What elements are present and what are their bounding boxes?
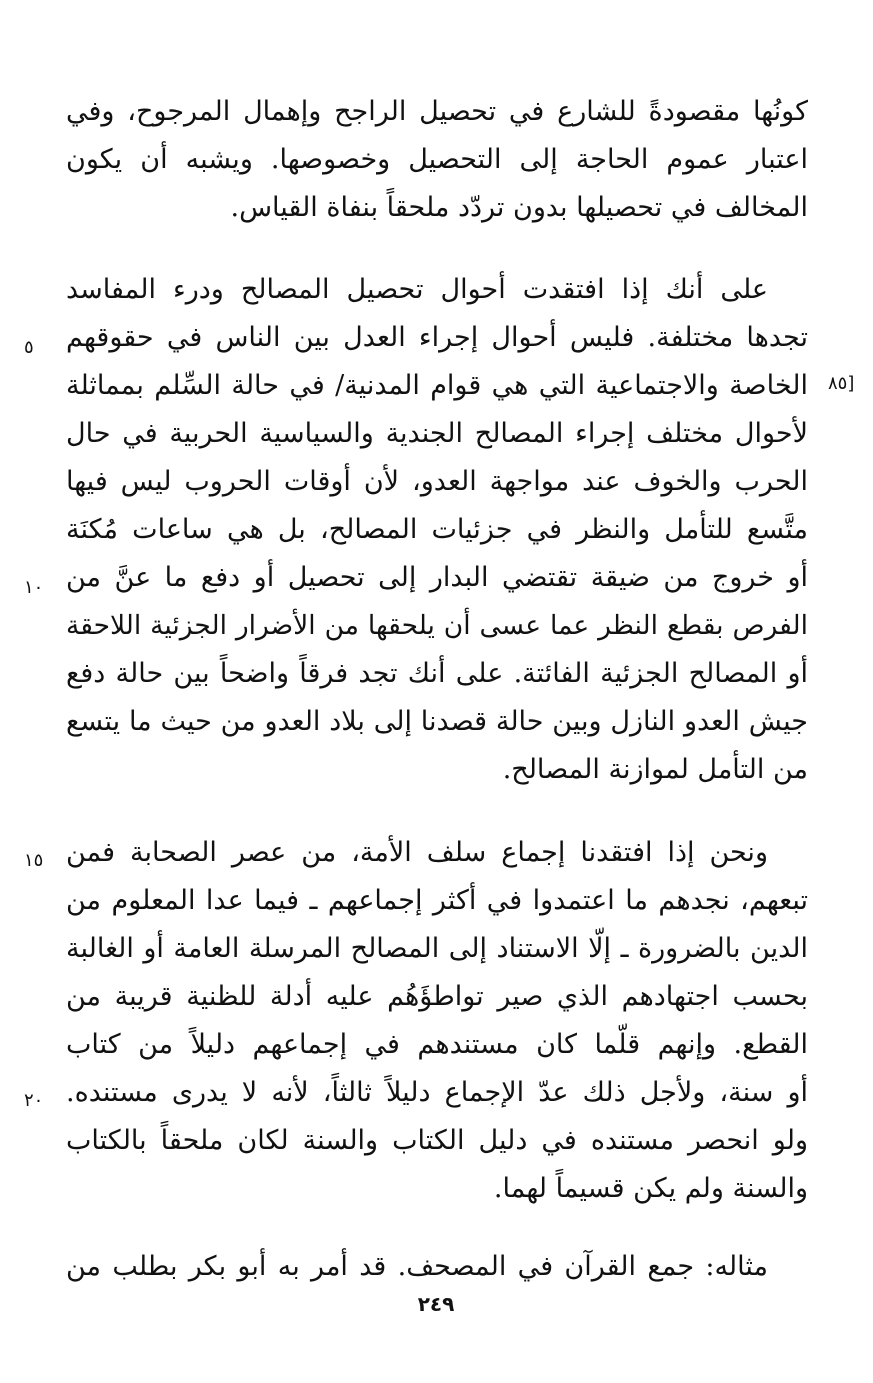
- folio-marker: [٨٥: [828, 373, 855, 394]
- text-line: الفرص بقطع النظر عما عسى أن يلحقها من الأضرار الجزئية اللاحقة: [66, 610, 808, 641]
- page-number: ٢٤٩: [417, 1292, 455, 1316]
- text-line: ولو انحصر مستنده في دليل الكتاب والسنة لكان ملحقاً بالكتاب: [66, 1125, 808, 1156]
- text-line: القطع. وإنهم قلّما كان مستندهم في إجماعهم دليلاً من كتاب: [66, 1029, 808, 1060]
- text-line: المخالف في تحصيلها بدون تردّد ملحقاً بنفاة القياس.: [230, 192, 808, 223]
- paragraph-1: [66, 88, 808, 232]
- text-line: لأحوال مختلف إجراء المصالح الجندية والسياسية الحربية في حال: [66, 418, 808, 449]
- line-number-15: ١٥: [24, 850, 44, 871]
- text-line: أو المصالح الجزئية الفائتة. على أنك تجد فرقاً واضحاً بين حالة دفع: [66, 658, 808, 689]
- text-line: الدين بالضرورة ـ إلّا الاستناد إلى المصالح المرسلة العامة أو الغالبة: [66, 933, 808, 964]
- text-line: والسنة ولم يكن قسيماً لهما.: [493, 1173, 808, 1204]
- text-line: بحسب اجتهادهم الذي صير تواطؤَهُم عليه أدلة للظنية قريبة من: [66, 981, 808, 1012]
- text-line: على أنك إذا افتقدت أحوال تحصيل المصالح ودرء المفاسد: [66, 274, 768, 305]
- text-line: متَّسع للتأمل والنظر في جزئيات المصالح، بل هي ساعات مُكنَة: [66, 514, 808, 545]
- text-line: جيش العدو النازل وبين حالة قصدنا إلى بلاد العدو من حيث ما يتسع: [66, 706, 808, 737]
- text-line: كونُها مقصودةً للشارع في تحصيل الراجح وإهمال المرجوح، وفي: [66, 96, 808, 127]
- text-line: اعتبار عموم الحاجة إلى التحصيل وخصوصها. ويشبه أن يكون: [66, 144, 808, 175]
- text-line: ونحن إذا افتقدنا إجماع سلف الأمة، من عصر الصحابة فمن: [66, 837, 768, 868]
- text-line: من التأمل لموازنة المصالح.: [502, 754, 808, 785]
- text-line: أو سنة، ولأجل ذلك عدّ الإجماع دليلاً ثالثاً، لأنه لا يدرى مستنده.: [66, 1077, 808, 1108]
- text-line: الحرب والخوف عند مواجهة العدو، لأن أوقات الحروب ليس فيها: [66, 466, 808, 497]
- paragraph-2: [66, 266, 808, 794]
- text-line: الخاصة والاجتماعية التي هي قوام المدنية/ في حالة السِّلم بمماثلة: [66, 370, 808, 401]
- text-line: مثاله: جمع القرآن في المصحف. قد أمر به أبو بكر بطلب من: [66, 1251, 768, 1282]
- text-line: تجدها مختلفة. فليس أحوال إجراء العدل بين الناس في حقوقهم: [66, 322, 808, 353]
- line-number-20: ٢٠: [24, 1090, 44, 1111]
- line-number-5: ٥: [24, 337, 34, 358]
- text-line: أو خروج من ضيقة تقتضي البدار إلى تحصيل أو دفع ما عنَّ من: [66, 562, 808, 593]
- text-line: تبعهم، نجدهم ما اعتمدوا في أكثر إجماعهم ـ فيما عدا المعلوم من: [66, 885, 808, 916]
- paragraph-3: [66, 829, 808, 1213]
- line-number-10: ١٠: [24, 577, 44, 598]
- paragraph-4: [66, 1243, 808, 1291]
